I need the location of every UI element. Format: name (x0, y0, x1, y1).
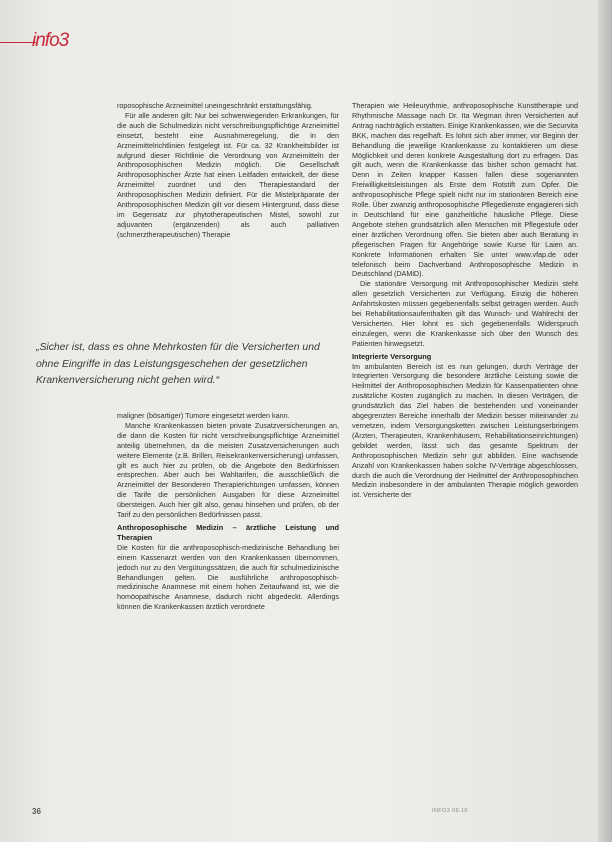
page-number: 36 (32, 807, 41, 816)
paragraph: Manche Krankenkassen bieten private Zusatzversicherungen an, die dann die Kosten für nicht verschreibungspflichtige Arzneimittel anteilig übernehmen, da die meisten Zusatzversicherungen auch weitere Elemente (z.B. Brillen, Reisekrankenversicherung) umfassen, gilt es auch hier zu prüfen, ob die Angebote den Bedürfnissen entsprechen. Aber auch bei Wahltarifen, die ausschließlich die Arzneimittel der Besonderen Therapierichtungen umfassen, können die Tarife die persönlichen Ausgaben für diese Arzneimittel übersteigen. Auch hier gilt also, genau hinsehen und prüfen, ob der Tarif zu den persönlichen Bedürfnissen passt. (117, 420, 339, 520)
page-spine-shadow (598, 0, 612, 842)
left-column-bottom (117, 411, 339, 612)
paragraph: maligner (bösartiger) Tumore eingesetzt werden kann. (117, 411, 290, 420)
pull-quote: „Sicher ist, dass es ohne Mehrkosten für die Versicherten und ohne Eingriffe in das Leistungsgeschehen der gesetzlichen Krankenversicherung nicht gehen wird.“ (36, 342, 320, 387)
paragraph: Die stationäre Versorgung mit Anthroposophischer Medizin steht allen gesetzlich Versicherten zur Verfügung. Einzig die höheren Anfahrtskosten müssen gegebenenfalls selbst getragen werden. Auch bei Rehabilitationsaufenthalten gilt das Wunsch- und Wahlrecht der Versicherten. Hier lohnt es sich gegebenenfalls Widerspruch einzulegen, wenn die Krankenkasse sich über den Wunsch des Patienten hinwegsetzt. (352, 279, 578, 348)
logo-text: info3 (32, 30, 69, 51)
right-column (352, 101, 578, 500)
paragraph: Für alle anderen gilt: Nur bei schwerwiegenden Erkrankungen, für die auch die Schulmedizin nicht verschreibungspflichtige Arzneimittel einsetzt, besteht eine Ausnahmeregelung, die in den Arzneimittelrichtlinien festgelegt ist. Für ca. 32 Krankheitsbilder ist aufgrund dieser Richtlinie die Verordnung von Arzneimitteln der Anthroposophischen Medizin möglich. Die Gesellschaft Anthroposophischer Ärzte hat einen Leitfaden entwickelt, der diese Arzneimittel zuordnet und den Therapiestandard der Anthroposophischen Medizin definiert. Für die Mistelpräparate der Anthroposophischen Medizin gilt vor diesem Hintergrund, dass diese im Gegensatz zur phytotherapeutischen Mistel, sowohl zur adjuvanten (ergänzenden) als auch palliativen (schmerztherapeutischen) Therapie (117, 110, 339, 239)
paragraph: Die Kosten für die anthroposophisch-medizinische Behandlung bei einem Kassenarzt werden von den Krankenkassen übernommen, jedoch nur zu den Vergütungssätzen, die auch für schulmedizinische Behandlungen gelten. Die ausführliche anthroposophisch-medizinische Anamnese mit einem hohen Zeitaufwand ist, wie die homöopathische Anamnese, dadurch nicht abgedeckt. Allerdings können die Krankenkassen ärztlich verordnete (117, 542, 339, 612)
paragraph: Im ambulanten Bereich ist es nun gelungen, durch Verträge der Integrierten Versorgung die besondere ärztliche Leistung sowie die Heilmittel der Anthroposophischen Medizin für Kassenpatienten ohne zusätzliche Kosten zugänglich zu machen. In diesen Verträgen, die grundsätzlich das Ziel haben die bestehenden und voneinander abgegrenzten Bereiche innerhalb der Medizin besser miteinander zu vernetzen, indem Versorgungsketten zwischen Leistungserbringern (Ärzten, Therapeuten, Krankenhäusern, Rehabilitationseinrichtungen) gebildet werden, lässt sich das gesamte Spektrum der Anthroposophischen Medizin sehr gut abbilden. Eine wachsende Anzahl von Krankenkassen haben solche IV-Verträge abgeschlossen, durch die auch die Verordnung der Heilmittel der Anthroposophischen Medizin insbesondere in der ambulanten Therapie möglich geworden ist. Versicherte der (352, 361, 578, 500)
left-column-top (117, 101, 339, 240)
paragraph: Therapien wie Heileurythmie, anthroposophische Kunsttherapie und Rhythmische Massage nach Dr. Ita Wegman ihren Versicherten auf Antrag nachträglich erstatten. Einige Krankenkassen, wie die Securvita BKK, machen das regelhaft. Es lohnt sich aber immer, vor Beginn der Behandlung die jeweilige Krankenkasse zu kontaktieren um diese Möglichkeit und deren konkrete Ausgestaltung dort zu erfragen. Das gilt auch, wenn die Krankenkasse das bisher schon gemacht hat. Denn in Zeiten knapper Kassen fallen diese sogenannten Freiwilligkeitsleistungen als Erste dem Rotstift zum Opfer. Die anthroposophische Pflege spielt nicht nur im stationären Bereich eine Rolle. Über zwanzig anthroposophische Pflegedienste engagieren sich in Deutschland für eine ganzheitliche häusliche Pflege. Diese Angebote stehen grundsätzlich allen Menschen mit Pflegestufe oder einer ärztlichen Verordnung offen. Sie bieten aber auch Beratung in pflegerischen Fragen für Angehörige sowie Kurse für Laien an. Konkrete Informationen erhalten Sie unter www.vfap.de oder telefonisch beim Dachverband Anthroposophische Medizin in Deutschland (DAMiD). (352, 101, 578, 279)
logo-rule (0, 42, 36, 43)
issue-footer: INFO3 09.10 (432, 808, 468, 814)
section-heading: Anthroposophische Medizin – ärztliche Leistung und Therapien (117, 522, 339, 542)
section-heading: Integrierte Versorgung (352, 351, 432, 361)
paragraph: roposophische Arzneimittel uneingeschränkt erstattungsfähig. (117, 101, 313, 110)
